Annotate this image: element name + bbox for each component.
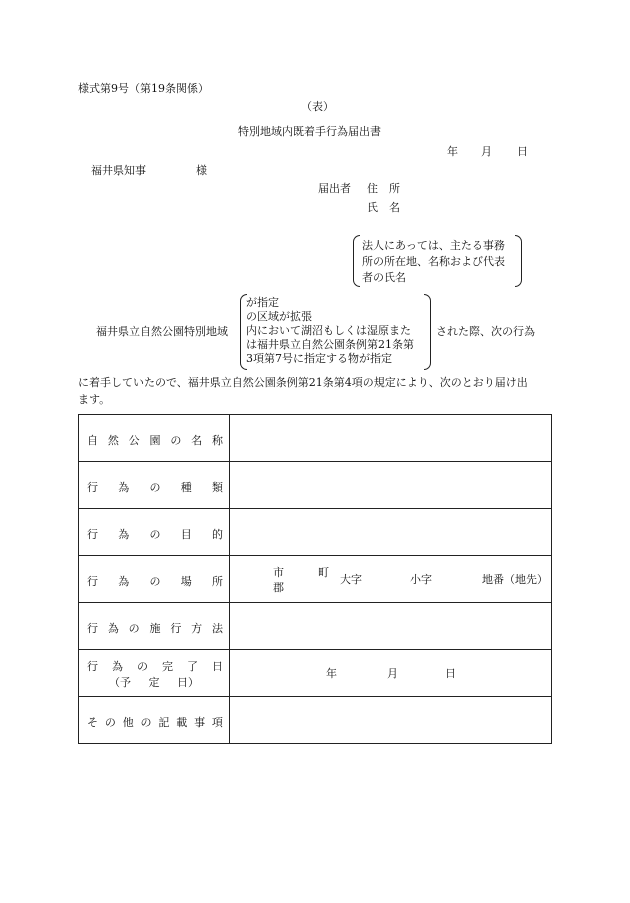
corporate-note-line-2: 所の所在地、名称および代表 xyxy=(362,255,505,268)
place-koaza: 小字 xyxy=(410,573,432,586)
table-row xyxy=(79,603,552,650)
label-char: 為 xyxy=(118,528,130,541)
label-act-method xyxy=(79,603,230,650)
table-row xyxy=(79,650,552,697)
label-act-place xyxy=(79,556,230,603)
date-month: 月 xyxy=(481,145,492,158)
area-prefix: 福井県立自然公園特別地域 xyxy=(96,325,228,338)
options-brace-right xyxy=(424,294,431,370)
body-suffix: された際、次の行為 xyxy=(436,325,535,338)
label-char: 為 xyxy=(107,622,119,635)
value-park-name[interactable] xyxy=(230,415,552,462)
label-char: （予 xyxy=(109,676,131,689)
label-char: 為 xyxy=(112,660,123,673)
place-shi: 市 xyxy=(273,566,284,579)
label-act-purpose xyxy=(79,509,230,556)
label-char: の xyxy=(149,575,161,588)
label-char: 類 xyxy=(212,481,223,494)
label-char: 了 xyxy=(187,660,198,673)
value-other-items[interactable] xyxy=(230,697,552,744)
addressee-honorific: 様 xyxy=(196,164,207,177)
table-row xyxy=(79,462,552,509)
label-char: そ xyxy=(87,716,98,729)
body-line-3: ます。 xyxy=(78,393,111,406)
label-char: 行 xyxy=(170,622,182,635)
place-chiban: 地番（地先） xyxy=(482,573,548,586)
label-char: 日） xyxy=(177,676,199,689)
table-row xyxy=(79,509,552,556)
label-chars xyxy=(87,658,223,674)
label-park-name xyxy=(79,415,230,462)
label-chars xyxy=(87,479,223,495)
label-char: の xyxy=(149,481,161,494)
side-label: （表） xyxy=(301,100,334,113)
label-char: の xyxy=(140,716,152,729)
label-char: 為 xyxy=(118,575,130,588)
notifier-label: 届出者 xyxy=(318,182,351,195)
option-line-5: 3項第7号に指定する物が指定 xyxy=(246,352,392,365)
option-line-3: 内において湖沼もしくは湿原また xyxy=(246,324,411,337)
value-act-type[interactable] xyxy=(230,462,552,509)
value-completion-date[interactable] xyxy=(230,650,552,697)
label-char: の xyxy=(128,622,140,635)
label-char: 載 xyxy=(176,716,188,729)
label-char: 所 xyxy=(212,575,223,588)
completion-day: 日 xyxy=(445,667,456,680)
label-char: 園 xyxy=(149,434,161,447)
date-day: 日 xyxy=(517,145,528,158)
notifier-name-label: 氏 名 xyxy=(367,201,400,214)
label-char: 行 xyxy=(87,660,98,673)
label-char: 的 xyxy=(212,528,223,541)
label-char: 公 xyxy=(128,434,140,447)
value-act-purpose[interactable] xyxy=(230,509,552,556)
label-char: 自 xyxy=(87,434,98,447)
option-line-2: の区域が拡張 xyxy=(246,310,312,323)
form-number: 様式第9号（第19条関係） xyxy=(78,82,209,95)
label-char: 行 xyxy=(87,575,98,588)
label-char: 名 xyxy=(191,434,203,447)
label-char: 種 xyxy=(180,481,192,494)
addressee-governor: 福井県知事 xyxy=(91,164,146,177)
label-char: 目 xyxy=(180,528,192,541)
label-char: 定 xyxy=(148,676,160,689)
label-char: 場 xyxy=(180,575,192,588)
notification-table xyxy=(78,414,552,744)
label-char: 為 xyxy=(118,481,130,494)
label-chars xyxy=(87,432,223,448)
label-other-items xyxy=(79,697,230,744)
label-char: 日 xyxy=(212,660,223,673)
label-char: 記 xyxy=(158,716,170,729)
label-char: 行 xyxy=(87,528,98,541)
value-act-place[interactable] xyxy=(230,556,552,603)
place-oaza: 大字 xyxy=(340,573,362,586)
date-year: 年 xyxy=(447,145,458,158)
label-char: の xyxy=(149,528,161,541)
label-char: 項 xyxy=(211,716,223,729)
label-chars xyxy=(87,573,223,589)
label-char: 然 xyxy=(107,434,119,447)
label-char: の xyxy=(170,434,182,447)
place-machi: 町 xyxy=(318,566,329,579)
table-row xyxy=(79,415,552,462)
corporate-note-line-3: 者の氏名 xyxy=(362,271,406,284)
label-char: 行 xyxy=(87,481,98,494)
completion-year: 年 xyxy=(326,667,337,680)
corporate-note-brace-right xyxy=(515,235,522,287)
label-char: 法 xyxy=(211,622,223,635)
document-title: 特別地域内既着手行為届出書 xyxy=(238,125,381,138)
label-char: 完 xyxy=(162,660,173,673)
label-char: 行 xyxy=(87,622,98,635)
label-char: 他 xyxy=(122,716,134,729)
completion-month: 月 xyxy=(387,667,398,680)
value-act-method[interactable] xyxy=(230,603,552,650)
label-chars xyxy=(87,526,223,542)
label-char: 事 xyxy=(194,716,206,729)
table-row xyxy=(79,556,552,603)
label-char: 施 xyxy=(149,622,161,635)
notifier-address-label: 住 所 xyxy=(367,182,400,195)
table-row xyxy=(79,697,552,744)
sublabel-chars xyxy=(109,674,199,690)
corporate-note-brace-left xyxy=(353,235,360,287)
option-line-1: が指定 xyxy=(246,296,279,309)
place-gun: 郡 xyxy=(273,581,284,594)
label-act-type xyxy=(79,462,230,509)
label-char: 方 xyxy=(191,622,203,635)
body-line-2: に着手していたので、福井県立自然公園条例第21条第4項の規定により、次のとおり届け出 xyxy=(78,376,528,389)
label-completion-date xyxy=(79,650,230,697)
label-chars xyxy=(87,714,223,730)
option-line-4: は福井県立自然公園条例第21条第 xyxy=(246,338,414,351)
corporate-note-line-1: 法人にあっては、主たる事務 xyxy=(362,239,505,252)
label-chars xyxy=(87,620,223,636)
label-char: の xyxy=(104,716,116,729)
label-char: 称 xyxy=(211,434,223,447)
label-char: の xyxy=(137,660,148,673)
